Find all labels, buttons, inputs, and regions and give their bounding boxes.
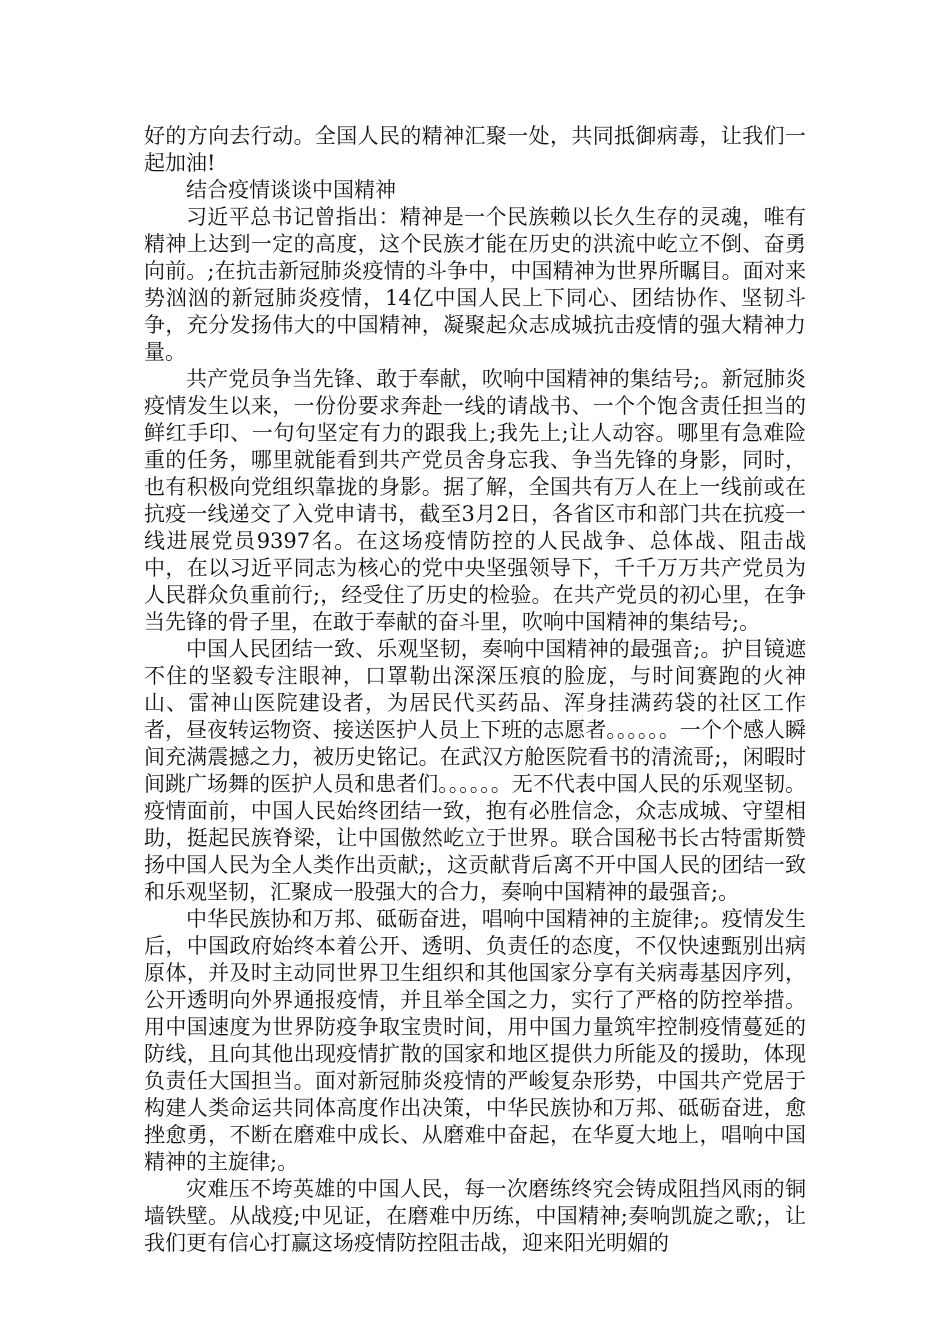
paragraph-party-members: 共产党员争当先锋、敢于奉献，吹响中国精神的集结号;。新冠肺炎疫情发生以来，一份份要求奔赴一线的请战书、一个个饱含责任担当的鲜红手印、一句句坚定有力的跟我上;我先上;让人动容。哪里有急难险重的任务，哪里就能看到共产党员舍身忘我、争当先锋的身影，同时，也有积极向党组织靠拢的身影。据了解，全国共有万人在上一线前或在抗疫一线递交了入党申请书，截至3月2日，各省区市和部门共在抗疫一线进展党员9397名。在这场疫情防控的人民战争、总体战、阻击战中，在以习近平同志为核心的党中央坚强领导下，千千万万共产党员为人民群众负重前行;，经受住了历史的检验。在共产党员的初心里，在争当先锋的骨子里，在敢于奉献的奋斗里，吹响中国精神的集结号;。 [144,367,806,634]
paragraph-closing: 灾难压不垮英雄的中国人民，每一次磨练终究会铸成阻挡风雨的铜墙铁壁。从战疫;中见证，在磨难中历练，中国精神;奏响凯旋之歌;，让我们更有信心打赢这场疫情防控阻击战，迎来阳光明媚的 [144,1177,806,1255]
paragraph-people-unity: 中国人民团结一致、乐观坚韧，奏响中国精神的最强音;。护目镜遮不住的坚毅专注眼神，口罩勒出深深压痕的脸庞，与时间赛跑的火神山、雷神山医院建设者，为居民代买药品、浑身挂满药袋的社区工作者，昼夜转运物资、接送医护人员上下班的志愿者。。。。。。一个个感人瞬间充满震撼之力，被历史铭记。在武汉方舱医院看书的清流哥;，闲暇时间跳广场舞的医护人员和患者们。。。。。。无不代表中国人民的乐观坚韧。疫情面前，中国人民始终团结一致，抱有必胜信念，众志成城、守望相助，挺起民族脊梁，让中国傲然屹立于世界。联合国秘书长古特雷斯赞扬中国人民为全人类作出贡献;，这贡献背后离不开中国人民的团结一致和乐观坚韧，汇聚成一股强大的合力，奏响中国精神的最强音;。 [144,637,806,904]
paragraph-continuation: 好的方向去行动。全国人民的精神汇聚一处，共同抵御病毒，让我们一起加油! [144,124,806,175]
paragraph-nation-harmony: 中华民族协和万邦、砥砺奋进，唱响中国精神的主旋律;。疫情发生后，中国政府始终本着公开、透明、负责任的态度，不仅快速甄别出病原体，并及时主动同世界卫生组织和其他国家分享有关病毒基因序列，公开透明向外界通报疫情，并且举全国之力，实行了严格的防控举措。用中国速度为世界防疫争取宝贵时间，用中国力量筑牢控制疫情蔓延的防线，且向其他出现疫情扩散的国家和地区提供力所能及的援助，体现负责任大国担当。面对新冠肺炎疫情的严峻复杂形势，中国共产党居于构建人类命运共同体高度作出决策，中华民族协和万邦、砥砺奋进，愈挫愈勇，不断在磨难中成长、从磨难中奋起，在华夏大地上，唱响中国精神的主旋律;。 [144,907,806,1174]
paragraph-intro: 习近平总书记曾指出：精神是一个民族赖以长久生存的灵魂，唯有精神上达到一定的高度，这个民族才能在历史的洪流中屹立不倒、奋勇向前。;在抗击新冠肺炎疫情的斗争中，中国精神为世界所瞩目。面对来势汹汹的新冠肺炎疫情，14亿中国人民上下同心、团结协作、坚韧斗争，充分发扬伟大的中国精神，凝聚起众志成城抗击疫情的强大精神力量。 [144,205,806,364]
section-heading: 结合疫情谈谈中国精神 [186,178,396,202]
document-body [144,123,806,1257]
